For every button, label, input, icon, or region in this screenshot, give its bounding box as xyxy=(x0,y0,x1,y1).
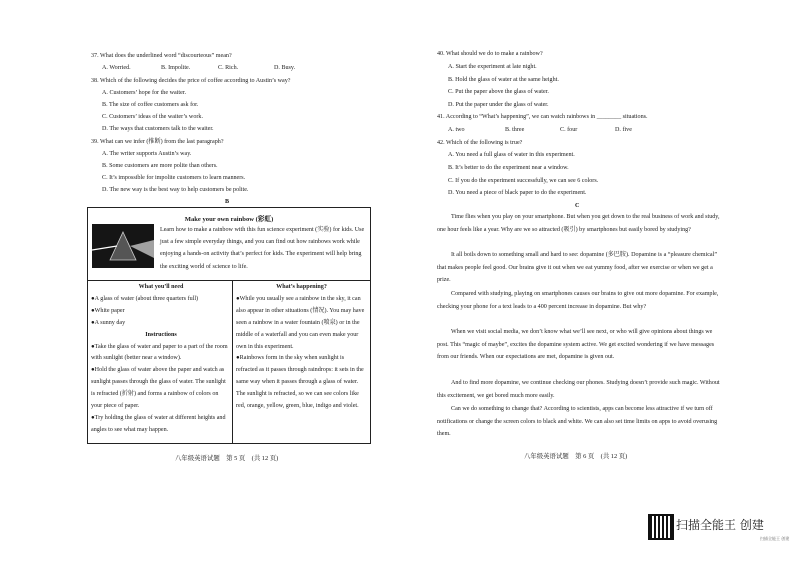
article-title: Make your own rainbow (彩虹) xyxy=(184,216,274,223)
q39-option-a: A. The writer supports Austin’s way. xyxy=(102,151,192,157)
need-item: ●A sunny day xyxy=(91,319,126,326)
q37-option-d: D. Busy. xyxy=(274,65,296,71)
need-item: ●White paper xyxy=(91,307,125,314)
q41-option-b: B. three xyxy=(505,127,525,133)
happening-heading: What’s happening? xyxy=(276,284,327,290)
passage-paragraph: Time flies when you play on your smartphone. But when you get down to the real business of work and study, one hour feels like a year. Why are we so attracted (吸引) by smartphones but easily bored by studying? xyxy=(437,214,720,233)
qr-code-icon xyxy=(648,514,674,540)
q37-stem: 37. What does the underlined word “discourteous” mean? xyxy=(91,53,232,59)
q40-option-a: A. Start the experiment at late night. xyxy=(448,64,537,70)
q41-option-c: C. four xyxy=(560,127,578,133)
q41-stem: 41. According to “What’s happening”, we can watch rainbows in ________ situations. xyxy=(437,114,648,120)
q37-options xyxy=(102,65,295,71)
q42-option-b: B. It’s better to do the experiment near a window. xyxy=(448,165,569,171)
passage-paragraph: It all boils down to something small and hard to see: dopamine (多巴胺). Dopamine is a “pleasure chemical” that makes people feel good. Our brains give it out when we eat yummy food, after we exercise or when we get a prize. xyxy=(437,252,718,284)
instructions-heading: Instructions xyxy=(145,331,177,338)
q38-option-b: B. The size of coffee customers ask for. xyxy=(102,102,199,108)
q42-stem: 42. Which of the following is true? xyxy=(437,140,523,146)
table-divider xyxy=(232,280,233,443)
section-b-label: B xyxy=(225,199,230,205)
right-column xyxy=(236,282,367,413)
q39-option-d: D. The new way is the best way to help customers be polite. xyxy=(102,187,249,193)
q41-option-a: A. two xyxy=(448,127,465,133)
instruction-item: ●Take the glass of water and paper to a part of the room with sunlight (better near a window). xyxy=(91,343,228,362)
q37-option-b: B. Impolite. xyxy=(161,65,191,71)
passage-paragraph: Compared with studying, playing on smartphones causes our brains to give out more dopamine. For example, checking your phone for a text leads to a 400 percent increase in dopamine. But why? xyxy=(437,291,719,310)
q38-option-d: D. The ways that customers talk to the waiter. xyxy=(102,126,214,132)
q39-option-c: C. It’s impossible for impolite customers to learn manners. xyxy=(102,175,246,181)
q40-option-d: D. Put the paper under the glass of water. xyxy=(448,102,549,108)
q39-stem: 39. What can we infer (推断) from the last paragraph? xyxy=(91,139,224,145)
prism-image xyxy=(92,224,154,268)
q42-option-c: C. If you do the experiment successfully, we can see 6 colors. xyxy=(448,178,599,184)
q40-stem: 40. What should we do to make a rainbow? xyxy=(437,51,543,57)
q41-options xyxy=(448,127,632,133)
q38-option-a: A. Customers’ hope for the waiter. xyxy=(102,90,186,96)
article-intro: Learn how to make a rainbow with this fun science experiment (实验) for kids. Use just a few simple everyday things, and you can find out how rainbows work while enjoying a hands-on activity that’s perfect for kids. The experiment will help bring the exciting world of science to life. xyxy=(160,227,365,270)
q38-stem: 38. Which of the following decides the price of coffee according to Austin’s way? xyxy=(91,78,291,84)
page-footer-left: 八年级英语试题 第 5 页 (共 12 页) xyxy=(175,455,279,462)
q39-option-b: B. Some customers are more polite than others. xyxy=(102,163,218,169)
happening-item: ●While you usually see a rainbow in the sky, it can also appear in other situations (情况). You may have seen a rainbow in a water fountain (喷泉) or in the middle of a waterfall and you can even make your own in this experiment. xyxy=(236,295,365,350)
q38-option-c: C. Customers’ ideas of the waiter’s work. xyxy=(102,114,203,120)
instruction-item: ●Try holding the glass of water at different heights and angles to see what may happen. xyxy=(91,414,226,433)
passage-paragraph: Can we do something to change that? According to scientists, apps can become less attractive if we turn off notifications or change the screen colors to black and white. We can also set time limits on apps to avoid overusing them. xyxy=(437,406,718,438)
need-item: ●A glass of water (about three quarters full) xyxy=(91,295,199,302)
rainbow-article-box xyxy=(87,207,371,444)
happening-item: ●Rainbows form in the sky when sunlight is refracted as it passes through raindrops: it sets in the same way when it passes through a glass of water. The sunlight is refracted, so we can see colors like red, orange, yellow, green, blue, indigo and violet. xyxy=(236,355,364,410)
passage-paragraph: And to find more dopamine, we continue checking our phones. Studying doesn’t provide such magic. Without this excitement, we get bored much more easily. xyxy=(437,380,720,399)
q37-option-a: A. Worried. xyxy=(102,65,131,71)
scanner-watermark-small: 扫描全能王 创建 xyxy=(760,536,790,541)
q40-option-b: B. Hold the glass of water at the same height. xyxy=(448,77,559,83)
section-c-label: C xyxy=(575,203,580,209)
q40-option-c: C. Put the paper above the glass of water. xyxy=(448,89,549,95)
passage-paragraph: When we visit social media, we don’t know what we’ll see next, or who will give opinions about things we post. This “magic of maybe”, excites the dopamine system active. We get excited wondering if we have messages from our friends. When our expectations are met, dopamine is given out. xyxy=(437,329,715,361)
right-page xyxy=(397,0,794,561)
left-column xyxy=(91,282,231,437)
scanner-watermark: 扫描全能王 创建 xyxy=(676,518,764,532)
q41-option-d: D. five xyxy=(615,127,632,133)
need-heading: What you’ll need xyxy=(138,284,184,290)
instruction-item: ●Hold the glass of water above the paper and watch as sunlight passes through the glass of water. The sunlight is refracted (折射) and forms a rainbow of colors on your piece of paper. xyxy=(91,367,226,410)
q37-option-c: C. Rich. xyxy=(218,65,239,71)
table-top-border xyxy=(88,280,370,281)
q42-option-a: A. You need a full glass of water in this experiment. xyxy=(448,152,575,158)
page-footer-right: 八年级英语试题 第 6 页 (共 12 页) xyxy=(524,453,628,460)
q42-option-d: D. You need a piece of black paper to do the experiment. xyxy=(448,190,587,196)
